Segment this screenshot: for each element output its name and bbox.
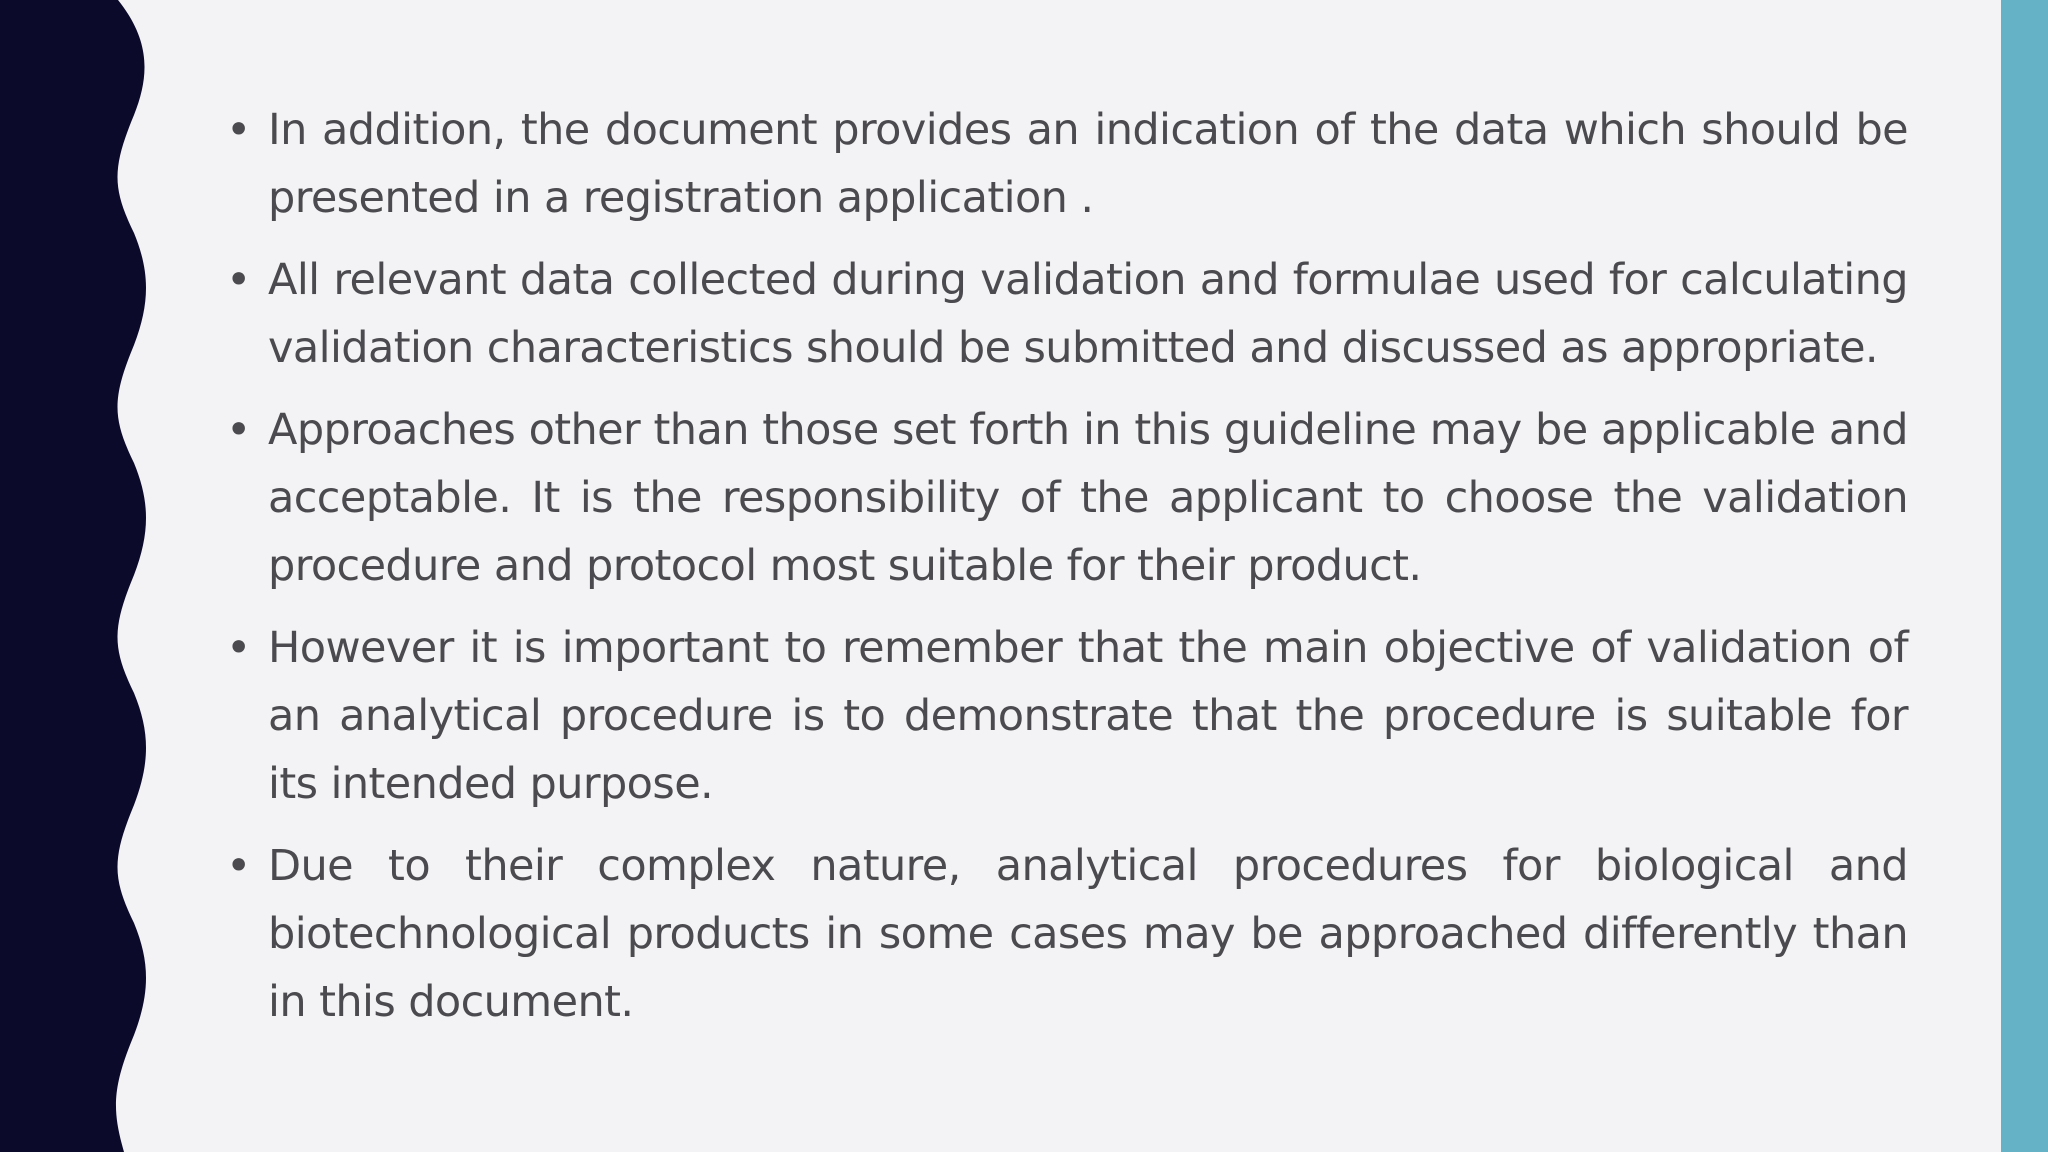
left-wave-band <box>0 0 160 1152</box>
bullet-text: Approaches other than those set forth in this guideline may be applicable and acceptable. It is the responsibility of the applicant to choose the validation procedure and protocol most suitable for their product. <box>268 405 1908 591</box>
bullet-marker: • <box>226 841 251 891</box>
list-item <box>226 832 1908 1036</box>
list-item <box>226 614 1908 818</box>
list-item <box>226 96 1908 232</box>
bullet-text: Due to their complex nature, analytical procedures for biological and biotechnological products in some cases may be approached differently than in this document. <box>268 841 1908 1027</box>
right-accent-bar <box>2001 0 2048 1152</box>
bullet-text: However it is important to remember that the main objective of validation of an analytical procedure is to demonstrate that the procedure is suitable for its intended purpose. <box>268 623 1908 809</box>
bullet-marker: • <box>226 105 251 155</box>
bullet-marker: • <box>226 623 251 673</box>
left-wave-shape <box>0 0 146 1152</box>
bullet-text: All relevant data collected during validation and formulae used for calculating validation characteristics should be submitted and discussed as appropriate. <box>268 255 1908 373</box>
list-item <box>226 396 1908 600</box>
bullet-list <box>226 96 1908 1050</box>
bullet-marker: • <box>226 405 251 455</box>
bullet-text: In addition, the document provides an indication of the data which should be presented in a registration application . <box>268 105 1908 223</box>
bullet-marker: • <box>226 255 251 305</box>
list-item <box>226 246 1908 382</box>
